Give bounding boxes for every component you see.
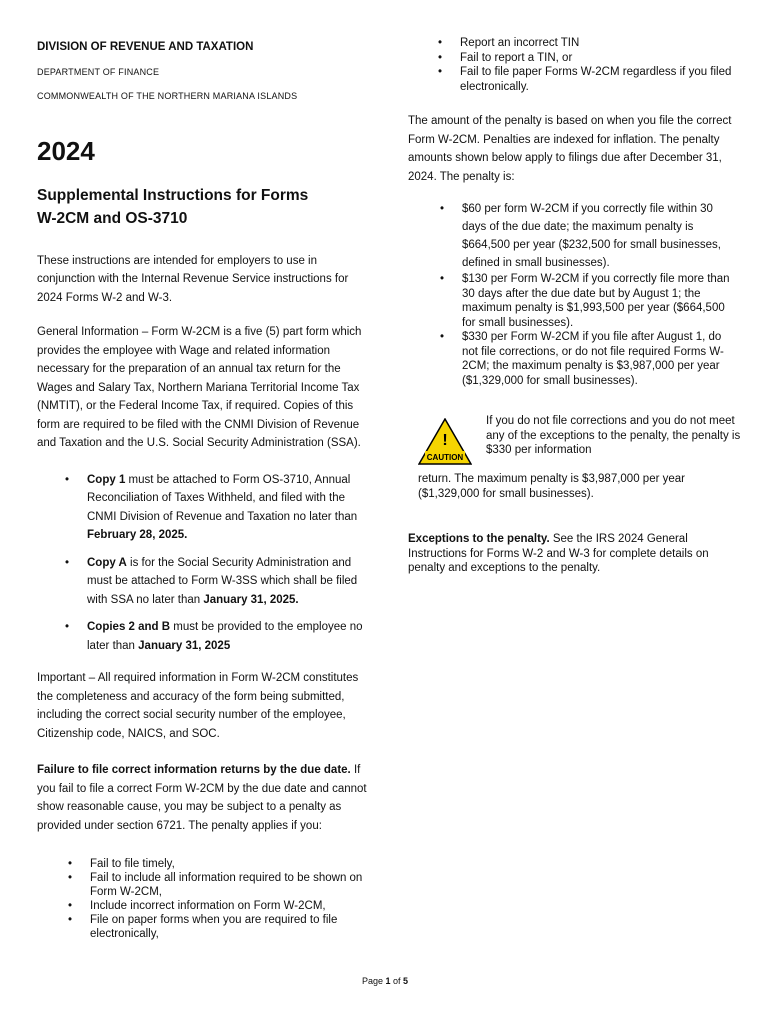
caution-block [408, 414, 741, 504]
penalty-amount-paragraph: The amount of the penalty is based on when you file the correct Form W-2CM. Penalties are indexed for inflation. The penalty amounts shown below apply to filings due after December 31, 2024. The penalty is: [408, 115, 732, 183]
list-item: • Fail to report a TIN, or [460, 51, 738, 66]
caution-icon-label: CAUTION [426, 453, 464, 462]
svg-text:!: ! [442, 432, 448, 449]
exceptions-paragraph [408, 532, 738, 576]
failure-text: If you fail to file a correct Form W-2CM by the due date and cannot show reasonable cause, you may be subject to a penalty as provided under section 6721. The penalty applies if you: [37, 764, 367, 832]
copy-text: must be provided to the employee no later than [87, 621, 363, 652]
left-column [37, 38, 367, 941]
general-info-paragraph: General Information – Form W-2CM is a five (5) part form which provides the employee with Wage and related information necessary for the preparation of an annual tax return for the Wages and Salary Tax, Northern Mariana Territorial Income Tax (NMTIT), or the Federal Income Tax, if required. Copies of this form are required to be filed with the CNMI Division of Revenue and Taxation and the U.S. Social Security Administration (SSA). [37, 326, 362, 449]
penalty-list [462, 200, 738, 388]
failure-conditions-list [90, 857, 367, 941]
intro-paragraph: These instructions are intended for employers to use in conjunction with the Internal Revenue Service instructions for 2024 Forms W-2 and W-3. [37, 254, 349, 304]
failure-paragraph [37, 761, 367, 835]
department-name: DEPARTMENT OF FINANCE [37, 66, 160, 77]
exceptions-text: See the IRS 2024 General Instructions for Forms W-2 and W-3 for complete details on penalty and exceptions to the penalty. [408, 533, 709, 574]
copy-date: February 28, 2025. [87, 529, 188, 541]
page-footer [0, 976, 770, 986]
title-line-2: W-2CM and OS-3710 [37, 209, 188, 227]
list-item: • Fail to file paper Forms W-2CM regardless if you filed electronically. [460, 65, 738, 94]
caution-text-continued: return. The maximum penalty is $3,987,000 per year ($1,329,000 for small businesses). [418, 473, 685, 500]
list-item: • $130 per Form W-2CM if you correctly file more than 30 days after the due date but by August 1; the maximum penalty is $1,993,500 per year ($664,500 for small businesses). [462, 272, 738, 330]
page-word: Page [361, 976, 386, 986]
commonwealth-name: COMMONWEALTH OF THE NORTHERN MARIANA ISLANDS [37, 91, 298, 101]
copy-label: Copy A [87, 556, 127, 569]
copy-label: Copy 1 [87, 473, 126, 486]
caution-text: If you do not file corrections and you do not meet any of the exceptions to the penalty, the penalty is $330 per information [486, 415, 741, 456]
list-item: • File on paper forms when you are required to file electronically, [90, 913, 367, 941]
important-paragraph: Important – All required information in Form W-2CM constitutes the completeness and accuracy of the form being submitted, including the correct social security number of the employee, Citizenship code, NAICS, and SOC. [37, 672, 359, 740]
list-item: • Fail to file timely, [90, 857, 367, 871]
copy-item [87, 554, 367, 610]
page-of: of [390, 976, 404, 986]
org-name: DIVISION OF REVENUE AND TAXATION [37, 41, 254, 53]
list-item: • Report an incorrect TIN [460, 36, 738, 51]
failure-heading: Failure to file correct information returns by the due date. [37, 764, 351, 776]
list-item: • $60 per form W-2CM if you correctly file within 30 days of the due date; the maximum penalty is $664,500 per year ($232,500 for small businesses, defined in small businesses). [462, 200, 738, 272]
right-column [408, 36, 741, 576]
list-item: • $330 per Form W-2CM if you file after August 1, do not file corrections, or do not file required Forms W-2CM; the maximum penalty is $3,987,000 per year ($1,329,000 for small businesses). [462, 330, 738, 388]
copy-label: Copies 2 and B [87, 621, 171, 633]
copy-date: January 31, 2025 [138, 639, 231, 652]
document-title [37, 184, 367, 230]
copy-item [87, 618, 367, 655]
failure-conditions-list-continued [460, 36, 738, 94]
list-item: • Include incorrect information on Form W-2CM, [90, 899, 367, 913]
copies-list [87, 471, 367, 656]
page-total: 5 [403, 976, 409, 986]
list-item: • Fail to include all information required to be shown on Form W-2CM, [90, 871, 367, 899]
copy-text: is for the Social Security Administration and must be attached to Form W-3SS which shall be filed with SSA no later than [87, 556, 358, 606]
copy-date: January 31, 2025. [203, 593, 299, 606]
page-number: 1 [385, 976, 391, 986]
exceptions-heading: Exceptions to the penalty. [408, 533, 550, 545]
copy-text: must be attached to Form OS-3710, Annual Reconciliation of Taxes Withheld, and filed with the CNMI Division of Revenue and Taxation no later than [87, 473, 358, 523]
caution-icon [418, 418, 472, 466]
document-year: 2024 [37, 135, 95, 166]
title-line-1: Supplemental Instructions for Forms [37, 186, 309, 204]
copy-item [87, 471, 367, 545]
